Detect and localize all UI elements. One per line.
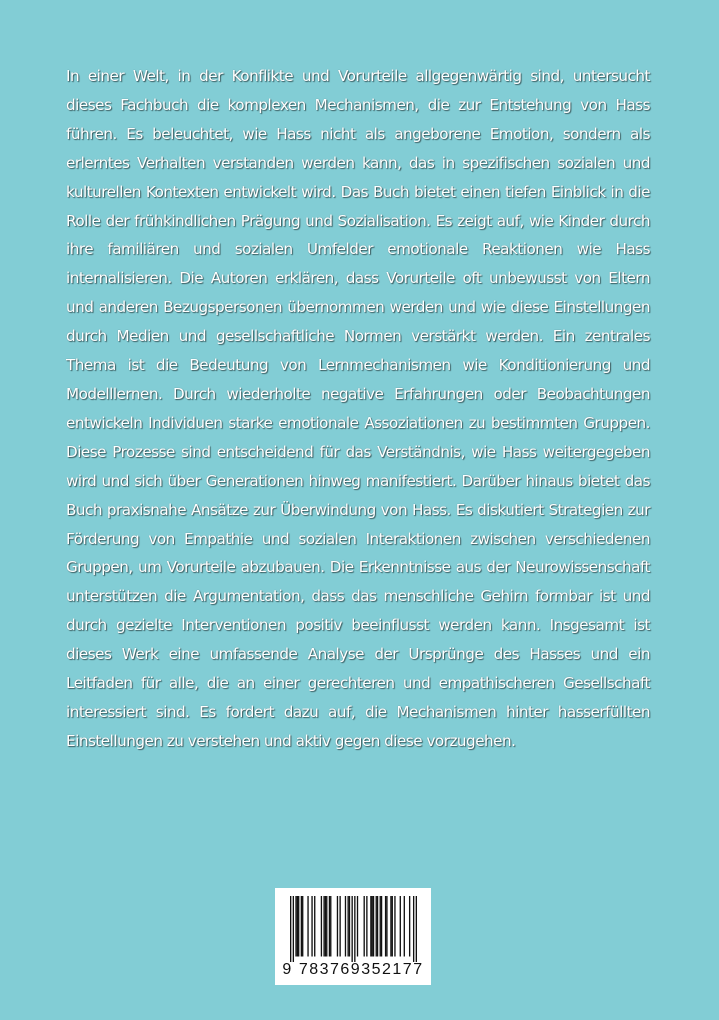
isbn-number [275, 961, 431, 979]
barcode-bar [354, 896, 355, 962]
isbn-digits: 783769352177 [298, 961, 424, 978]
barcode-bar [376, 896, 377, 957]
barcode-bars [290, 896, 417, 962]
barcode-bar [364, 896, 365, 957]
barcode-bar [329, 896, 330, 957]
barcode-bar [372, 896, 373, 957]
barcode-bar [366, 896, 367, 957]
barcode-bar [345, 896, 346, 957]
barcode-bar [301, 896, 302, 957]
barcode-bar [373, 896, 374, 957]
barcode-bar [413, 896, 414, 962]
barcode-bar [337, 896, 338, 957]
barcode-bar [416, 896, 417, 962]
barcode-bar [293, 896, 294, 962]
barcode-bar [321, 896, 322, 957]
barcode-bar [323, 896, 324, 957]
barcode-bar [298, 896, 299, 957]
barcode-bar [302, 896, 303, 957]
barcode-bar [392, 896, 393, 957]
barcode-bar [381, 896, 382, 957]
barcode-bar [311, 896, 312, 957]
barcode-bar [377, 896, 378, 957]
isbn-lead-digit: 9 [282, 961, 293, 978]
barcode-bar [380, 896, 381, 957]
barcode-bar [339, 896, 340, 957]
barcode-bar [290, 896, 291, 962]
barcode-bar [390, 896, 391, 957]
barcode-bar [385, 896, 386, 957]
back-cover-blurb: In einer Welt, in der Konflikte und Vorurteile allgegenwärtig sind, untersucht dieses Fachbuch die komplexen Mechanismen, die zur Entstehung von Hass führen. Es beleuchtet, wie Hass nicht als angeborene Emotion, sondern als erlerntes Verhalten verstanden werden kann, das in spezifischen sozialen und kulturellen Kontexten entwickelt wird. Das Buch bietet einen tiefen Einblick in die Rolle der frühkindlichen Prägung und Sozialisation. Es zeigt auf, wie Kinder durch ihre familiären und sozialen Umfelder emotionale Reaktionen wie Hass internalisieren. Die Autoren erklären, dass Vorurteile oft unbewusst von Eltern und anderen Bezugspersonen übernommen werden und wie diese Einstellungen durch Medien und gesellschaftliche Normen verstärkt werden. Ein zentrales Thema ist die Bedeutung von Lernmechanismen wie Konditionierung und Modelllernen. Durch wiederholte negative Erfahrungen oder Beobachtungen entwickeln Individuen starke emotionale Assoziationen zu bestimmten Gruppen. Diese Prozesse sind entscheidend für das Verständnis, wie Hass weitergegeben wird und sich über Generationen hinweg manifestiert. Darüber hinaus bietet das Buch praxisnahe Ansätze zur Überwindung von Hass. Es diskutiert Strategien zur Förderung von Empathie und sozialen Interaktionen zwischen verschiedenen Gruppen, um Vorurteile abzubauen. Die Erkenntnisse aus der Neurowissenschaft unterstützen die Argumentation, dass das menschliche Gehirn formbar ist und durch gezielte Interventionen positiv beeinflusst werden kann. Insgesamt ist dieses Werk eine umfassende Analyse der Ursprünge des Hasses und ein Leitfaden für alle, die an einer gerechteren und empathischeren Gesellschaft interessiert sind. Es fordert dazu auf, die Mechanismen hinter hasserfüllten Einstellungen zu verstehen und aktiv gegen diese vorzugehen. [66, 67, 650, 750]
barcode-bar [314, 896, 315, 957]
barcode-bar [351, 896, 352, 962]
barcode-bar [326, 896, 327, 957]
isbn-barcode [275, 888, 431, 985]
barcode-bar [307, 896, 308, 957]
barcode-bar [400, 896, 401, 957]
barcode-bar [404, 896, 405, 957]
barcode-bar [370, 896, 371, 957]
barcode-bar [349, 896, 350, 957]
barcode-bar [394, 896, 395, 957]
barcode-bar [386, 896, 387, 957]
barcode-bar [325, 896, 326, 957]
barcode-bar [357, 896, 358, 957]
barcode-bar [347, 896, 348, 957]
barcode-bar [297, 896, 298, 957]
barcode-bar [330, 896, 331, 957]
barcode-bar [295, 896, 296, 957]
barcode-bar [409, 896, 410, 957]
